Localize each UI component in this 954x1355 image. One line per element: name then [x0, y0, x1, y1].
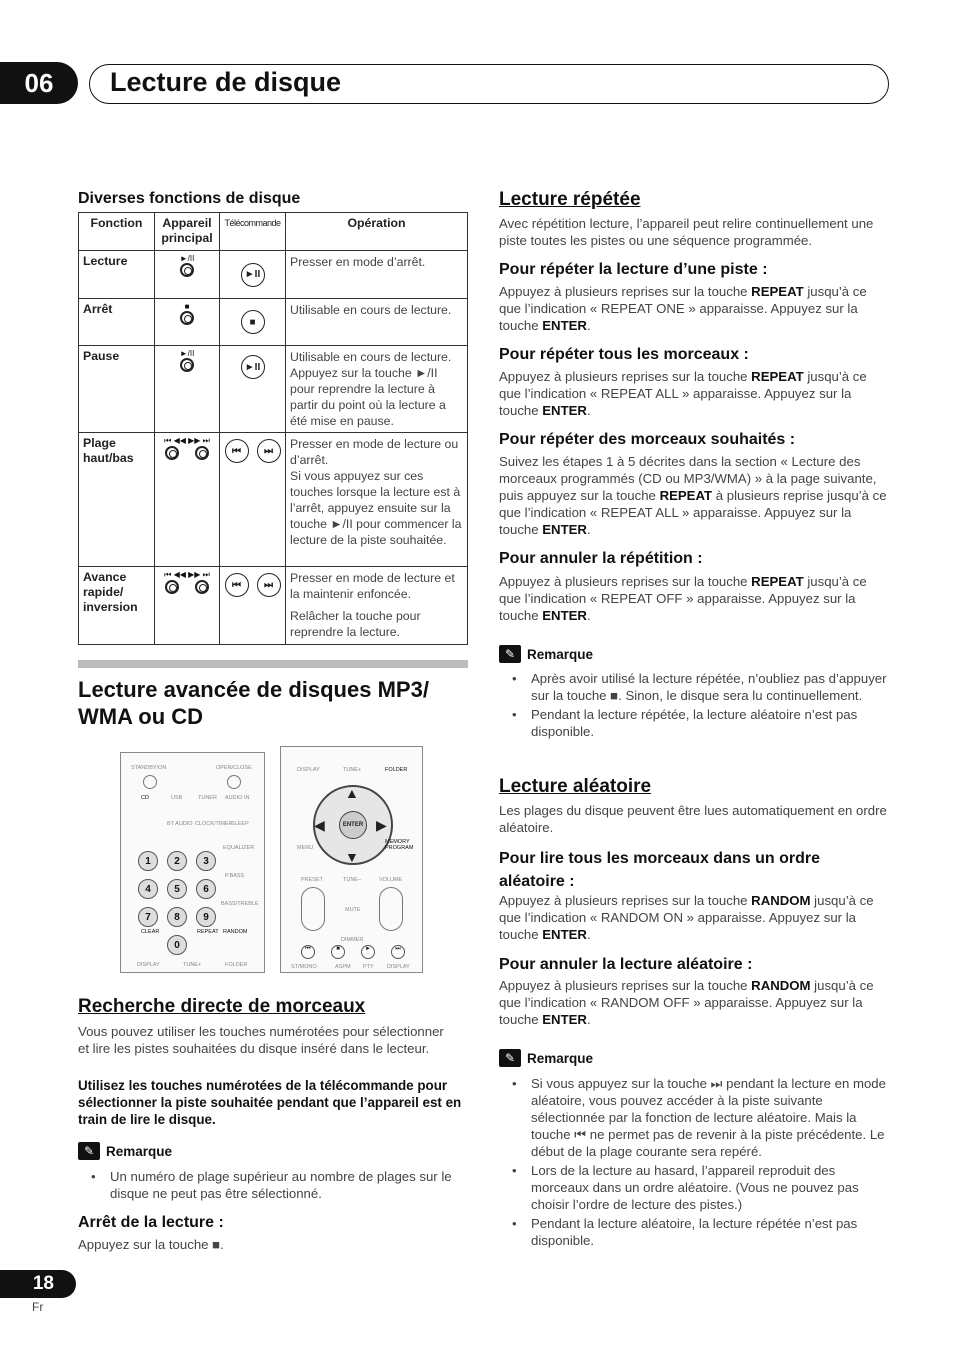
section-divider — [78, 660, 468, 668]
row-function: Plage haut/bas — [79, 433, 155, 567]
repeat-selected-title: Pour répéter des morceaux souhaités : — [499, 431, 796, 448]
random-intro: Les plages du disque peuvent être lues automatiquement en ordre aléatoire. — [499, 803, 887, 835]
row-function: Pause — [79, 346, 155, 433]
main-unit-button-icon — [165, 446, 179, 460]
label-mute: MUTE — [345, 907, 361, 913]
digit-button: 6 — [196, 879, 216, 899]
previous-icon: ⏮ — [301, 945, 315, 959]
play-pause-icon: ►II — [241, 355, 265, 379]
functions-table — [78, 212, 468, 645]
main-unit-button-icon — [195, 580, 209, 594]
right-arrow-icon: ▶ — [376, 817, 387, 833]
preset-rocker — [301, 887, 325, 931]
random-title: Lecture aléatoire — [499, 776, 652, 797]
repeat-one-body: Appuyez à plusieurs reprises sur la touche REPEAT jusqu’à ce que l’indication « REPEAT ONE » apparaisse. Appuyez sur la touche ENTER. — [499, 284, 867, 333]
label-sleep: SLEEP — [231, 821, 249, 827]
row-operation: Si vous appuyez sur ces touches lorsque la lecture est à l’arrêt, appuyez ensuite sur la touche ►/II pour commencer la lecture de la piste souhaitée. — [290, 469, 462, 547]
down-arrow-icon: ▼ — [345, 849, 359, 865]
row-operation: Presser en mode de lecture ou d’arrêt. — [290, 437, 459, 467]
remark-list — [78, 1168, 468, 1204]
digit-button: 8 — [167, 907, 187, 927]
row-operation: Presser en mode de lecture et la maintenir enfoncée. — [290, 571, 455, 601]
power-icon — [143, 775, 157, 789]
repeat-title: Lecture répétée — [499, 189, 641, 210]
remark-heading — [499, 1049, 593, 1067]
col-header-remote: Télécommande — [220, 213, 286, 251]
label-equalizer: EQUALIZER — [223, 845, 255, 851]
repeat-all-body: Appuyez à plusieurs reprises sur la touche REPEAT jusqu’à ce que l’indication « REPEAT ALL » apparaisse. Appuyez sur la touche ENTER. — [499, 369, 867, 418]
note-icon: ✎ — [78, 1142, 100, 1160]
label-usb: USB — [171, 795, 183, 801]
remark-list — [499, 670, 889, 742]
stop-body: Appuyez sur la touche ■. — [78, 1237, 224, 1252]
remark-label: Remarque — [527, 646, 594, 662]
label-display: DISPLAY — [297, 767, 320, 773]
label-tune-minus: TUNE– — [343, 877, 362, 883]
row-operation: Utilisable en cours de lecture. Appuyez sur la touche ►/II pour reprendre la lecture à partir du point où la lecture a été mise en pause. — [286, 346, 468, 433]
direct-search-body: Vous pouvez utiliser les touches numérotées pour sélectionner et lire les pistes souhaitées du disque inséré dans le lecteur. — [78, 1024, 444, 1056]
play-pause-icon: ►II — [241, 263, 265, 287]
list-item: • Si vous appuyez sur la touche ⏭ pendant la lecture en mode aléatoire, vous pouvez accéder à la piste suivante sélectionnée par la fonction de lecture aléatoire. Mais la touche ⏮ ne permet pas de revenir à la piste précédente. Le début de la plage courante sera repéré. — [499, 1075, 889, 1160]
enter-button: ENTER — [339, 811, 367, 839]
row-function: Arrêt — [79, 299, 155, 346]
label-aspm: ASPM — [335, 964, 351, 970]
digit-button: 7 — [138, 907, 158, 927]
main-unit-button-icon — [180, 263, 194, 277]
table-row — [79, 299, 468, 346]
label-tune-plus: TUNE+ — [183, 962, 202, 968]
digit-button: 5 — [167, 879, 187, 899]
direct-search-title: Recherche directe de morceaux — [78, 996, 366, 1017]
digit-button: 3 — [196, 851, 216, 871]
rewind-icon: ⏮ — [225, 573, 249, 597]
list-item: • Lors de la lecture au hasard, l’appareil reproduit des morceaux dans un ordre aléatoire. (Vous ne pouvez pas choisir l’ordre de lecture des pistes.) — [499, 1162, 889, 1213]
label-cd: CD — [141, 795, 149, 801]
main-unit-button-icon — [165, 580, 179, 594]
label-random: RANDOM — [223, 929, 248, 935]
fast-forward-icon: ⏭ — [257, 573, 281, 597]
play-pause-symbol: ►/II — [179, 254, 195, 263]
label-clock-timer: CLOCK/TIMER — [195, 821, 233, 827]
remark-heading — [78, 1142, 172, 1160]
main-unit-button-icon — [180, 358, 194, 372]
table-row — [79, 251, 468, 299]
stop-title: Arrêt de la lecture : — [78, 1214, 224, 1231]
label-display: DISPLAY — [137, 962, 160, 968]
skip-symbols: ⏮ ◀◀ ▶▶ ⏭ — [164, 436, 210, 445]
label-pty: PTY — [363, 964, 374, 970]
digit-button: 2 — [167, 851, 187, 871]
digit-button: 9 — [196, 907, 216, 927]
stop-icon: ■ — [241, 310, 265, 334]
skip-symbols: ⏮ ◀◀ ▶▶ ⏭ — [164, 570, 210, 579]
next-icon: ⏭ — [391, 945, 405, 959]
main-unit-button-icon — [180, 311, 194, 325]
repeat-cancel-title: Pour annuler la répétition : — [499, 550, 703, 567]
main-unit-button-icon — [195, 446, 209, 460]
random-on-title: Pour lire tous les morceaux dans un ordre aléatoire : — [499, 850, 820, 890]
label-clear: CLEAR — [141, 929, 160, 935]
remark-heading — [499, 645, 593, 663]
list-item: • Après avoir utilisé la lecture répétée, n’oubliez pas d’appuyer sur la touche ■. Sinon, le disque sera lu continuellement. — [499, 670, 889, 704]
random-on-body: Appuyez à plusieurs reprises sur la touche RANDOM jusqu’à ce que l’indication « RANDOM ON » apparaisse. Appuyez sur la touche ENTER. — [499, 893, 874, 942]
repeat-intro: Avec répétition lecture, l’appareil peut relire continuellement une piste toutes les pistes ou une séquence programmée. — [499, 216, 874, 248]
label-open-close: OPEN/CLOSE — [216, 765, 252, 771]
col-header-function: Fonction — [79, 213, 155, 251]
remark-label: Remarque — [106, 1143, 173, 1159]
random-cancel-body: Appuyez à plusieurs reprises sur la touche RANDOM jusqu’à ce que l’indication « RANDOM OFF » apparaisse. Appuyez sur la touche ENTER. — [499, 978, 874, 1027]
label-dimmer: DIMMER — [341, 937, 364, 943]
left-arrow-icon: ◀ — [314, 817, 325, 833]
row-function: Avance rapide/ inversion — [79, 567, 155, 645]
label-bt-audio: BT AUDIO — [167, 821, 193, 827]
list-item: • Pendant la lecture répétée, la lecture aléatoire n’est pas disponible. — [499, 706, 889, 740]
random-cancel-title: Pour annuler la lecture aléatoire : — [499, 956, 753, 973]
note-icon: ✎ — [499, 645, 521, 663]
digit-button: 1 — [138, 851, 158, 871]
table-row — [79, 346, 468, 433]
page-language: Fr — [32, 1300, 44, 1314]
label-volume: VOLUME — [379, 877, 403, 883]
row-operation: Relâcher la touche pour reprendre la lecture. — [290, 609, 421, 639]
label-tuner: TUNER — [198, 795, 217, 801]
label-folder: FOLDER — [385, 767, 408, 773]
up-arrow-icon: ▲ — [345, 785, 359, 801]
label-tune-plus: TUNE+ — [343, 767, 362, 773]
row-operation: Presser en mode d’arrêt. — [286, 251, 468, 299]
previous-icon: ⏮ — [225, 439, 249, 463]
row-operation: Utilisable en cours de lecture. — [286, 299, 468, 346]
label-repeat: REPEAT — [197, 929, 219, 935]
next-icon: ⏭ — [257, 439, 281, 463]
row-function: Lecture — [79, 251, 155, 299]
label-standby: STANDBY/ON — [131, 765, 167, 771]
play-pause-symbol: ►/II — [179, 349, 195, 358]
table-row — [79, 433, 468, 567]
label-audio-in: AUDIO IN — [225, 795, 250, 801]
label-bass-treble: BASS/TREBLE — [221, 901, 259, 907]
advanced-title: Lecture avancée de disques MP3/ WMA ou CD — [78, 677, 429, 729]
col-header-main-unit: Appareil principal — [155, 213, 220, 251]
transport-buttons — [301, 945, 405, 959]
header-bar — [89, 64, 889, 104]
table-row — [79, 567, 468, 645]
label-memory-program: MEMORY PROGRAM — [385, 839, 414, 851]
label-pbass: P.BASS — [225, 873, 245, 879]
digit-button: 4 — [138, 879, 158, 899]
col-header-operation: Opération — [286, 213, 468, 251]
note-icon: ✎ — [499, 1049, 521, 1067]
volume-rocker — [379, 887, 403, 931]
digit-button: 0 — [167, 935, 187, 955]
label-folder: FOLDER — [225, 962, 248, 968]
page-title: Lecture de disque — [110, 67, 342, 97]
repeat-all-title: Pour répéter tous les morceaux : — [499, 346, 749, 363]
repeat-cancel-body: Appuyez à plusieurs reprises sur la touche REPEAT jusqu’à ce que l’indication « REPEAT OFF » apparaisse. Appuyez sur la touche ENTER. — [499, 574, 867, 623]
label-menu: MENU — [297, 845, 314, 851]
table-title: Diverses fonctions de disque — [78, 190, 301, 207]
repeat-selected-body: Suivez les étapes 1 à 5 décrites dans la section « Lecture des morceaux programmés (CD ou MP3/WMA) » à la page suivante, puis appuyez sur la touche REPEAT à plusieurs reprise jusqu’à ce que l’indication « REPEAT ALL » apparaisse. Appuyez sur la touche ENTER. — [499, 454, 887, 537]
main-unit-image — [120, 752, 265, 973]
label-st-mono: ST/MONO — [291, 964, 317, 970]
remark-label: Remarque — [527, 1050, 594, 1066]
remote-image — [280, 746, 423, 973]
repeat-one-title: Pour répéter la lecture d’une piste : — [499, 261, 768, 278]
label-display-2: DISPLAY — [387, 964, 410, 970]
page-number: 18 — [0, 1270, 76, 1298]
direct-search-instruction: Utilisez les touches numérotées de la télécommande pour sélectionner la piste souhaitée pendant que l’appareil est en train de lire le disque. — [78, 1078, 462, 1127]
stop-symbol: ■ — [184, 302, 190, 311]
play-pause-icon: ► — [361, 945, 375, 959]
list-item: • Un numéro de plage supérieur au nombre de plages sur le disque ne peut pas être sélectionné. — [78, 1168, 468, 1202]
eject-icon — [227, 775, 241, 789]
label-preset: PRESET — [301, 877, 324, 883]
chapter-badge: 06 — [0, 62, 78, 104]
remark-list — [499, 1075, 889, 1251]
stop-icon: ■ — [331, 945, 345, 959]
list-item: • Pendant la lecture aléatoire, la lecture répétée n’est pas disponible. — [499, 1215, 889, 1249]
